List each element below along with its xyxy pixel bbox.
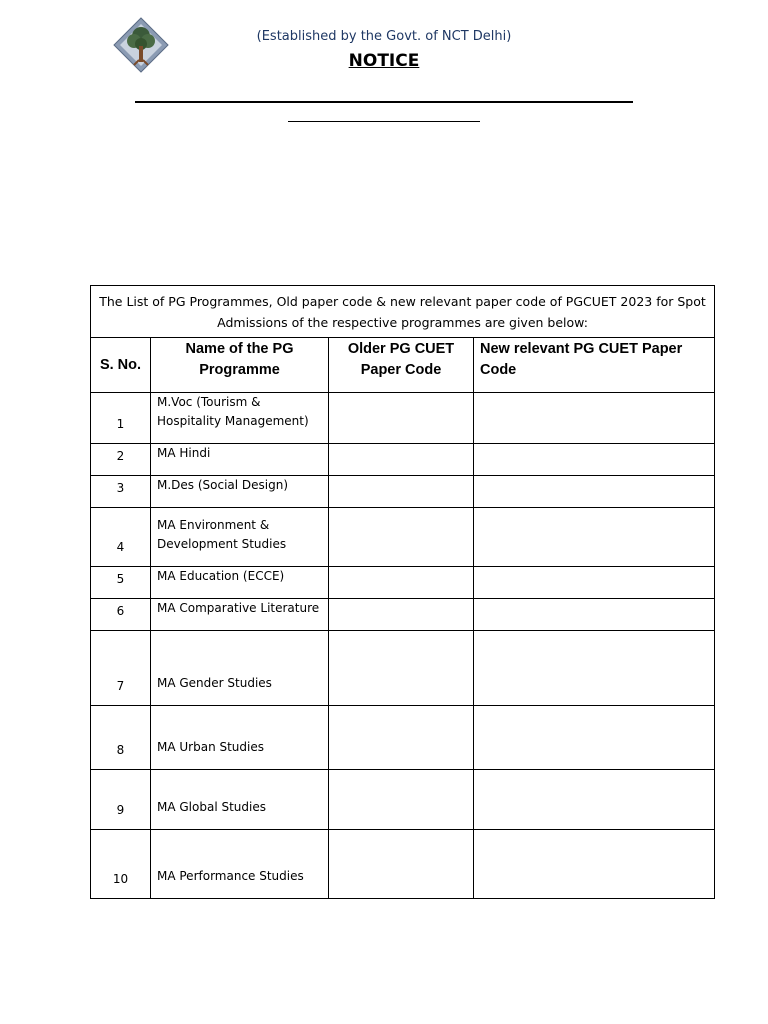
row-new-code [474,476,715,508]
row-old-code [329,444,474,476]
row-new-code [474,631,715,706]
row-sno: 7 [91,631,151,706]
table-caption-row [91,286,715,338]
divider-line [135,101,633,103]
row-new-code [474,599,715,631]
row-old-code [329,631,474,706]
row-sno: 9 [91,770,151,830]
row-programme-name: MA Education (ECCE) [151,567,329,599]
row-old-code [329,393,474,444]
row-new-code [474,706,715,770]
header-old-code: Older PG CUET Paper Code [329,338,474,393]
row-old-code [329,599,474,631]
row-new-code [474,567,715,599]
table-row [91,567,715,599]
row-old-code [329,476,474,508]
table-row [91,444,715,476]
table-row [91,631,715,706]
row-sno: 1 [91,393,151,444]
header-sno: S. No. [91,338,151,393]
row-new-code [474,770,715,830]
row-programme-name: M.Des (Social Design) [151,476,329,508]
table-row [91,393,715,444]
established-line: (Established by the Govt. of NCT Delhi) [256,29,512,44]
table-row [91,830,715,899]
row-old-code [329,830,474,899]
row-sno: 5 [91,567,151,599]
table-header-row [91,338,715,393]
header-new-code: New relevant PG CUET Paper Code [474,338,715,393]
notice-title: NOTICE [348,51,420,71]
row-new-code [474,444,715,476]
row-programme-name: MA Gender Studies [151,631,329,706]
table-row [91,770,715,830]
row-new-code [474,393,715,444]
row-sno: 10 [91,830,151,899]
row-sno: 4 [91,508,151,567]
row-sno: 2 [91,444,151,476]
row-new-code [474,830,715,899]
row-programme-name: MA Comparative Literature [151,599,329,631]
row-old-code [329,508,474,567]
row-sno: 8 [91,706,151,770]
table-row [91,508,715,567]
row-sno: 3 [91,476,151,508]
table-row [91,599,715,631]
divider-line-short [288,121,480,122]
row-programme-name: M.Voc (Tourism & Hospitality Management) [151,393,329,444]
row-programme-name: MA Global Studies [151,770,329,830]
row-old-code [329,567,474,599]
table-caption: The List of PG Programmes, Old paper code & new relevant paper code of PGCUET 2023 for Spot Admissions of the respective programmes are given below: [91,286,715,338]
row-programme-name: MA Urban Studies [151,706,329,770]
table-row [91,476,715,508]
row-new-code [474,508,715,567]
row-programme-name: MA Hindi [151,444,329,476]
row-old-code [329,770,474,830]
row-sno: 6 [91,599,151,631]
header-programme: Name of the PG Programme [151,338,329,393]
row-old-code [329,706,474,770]
row-programme-name: MA Environment & Development Studies [151,508,329,567]
programme-table [90,285,715,899]
table-row [91,706,715,770]
row-programme-name: MA Performance Studies [151,830,329,899]
